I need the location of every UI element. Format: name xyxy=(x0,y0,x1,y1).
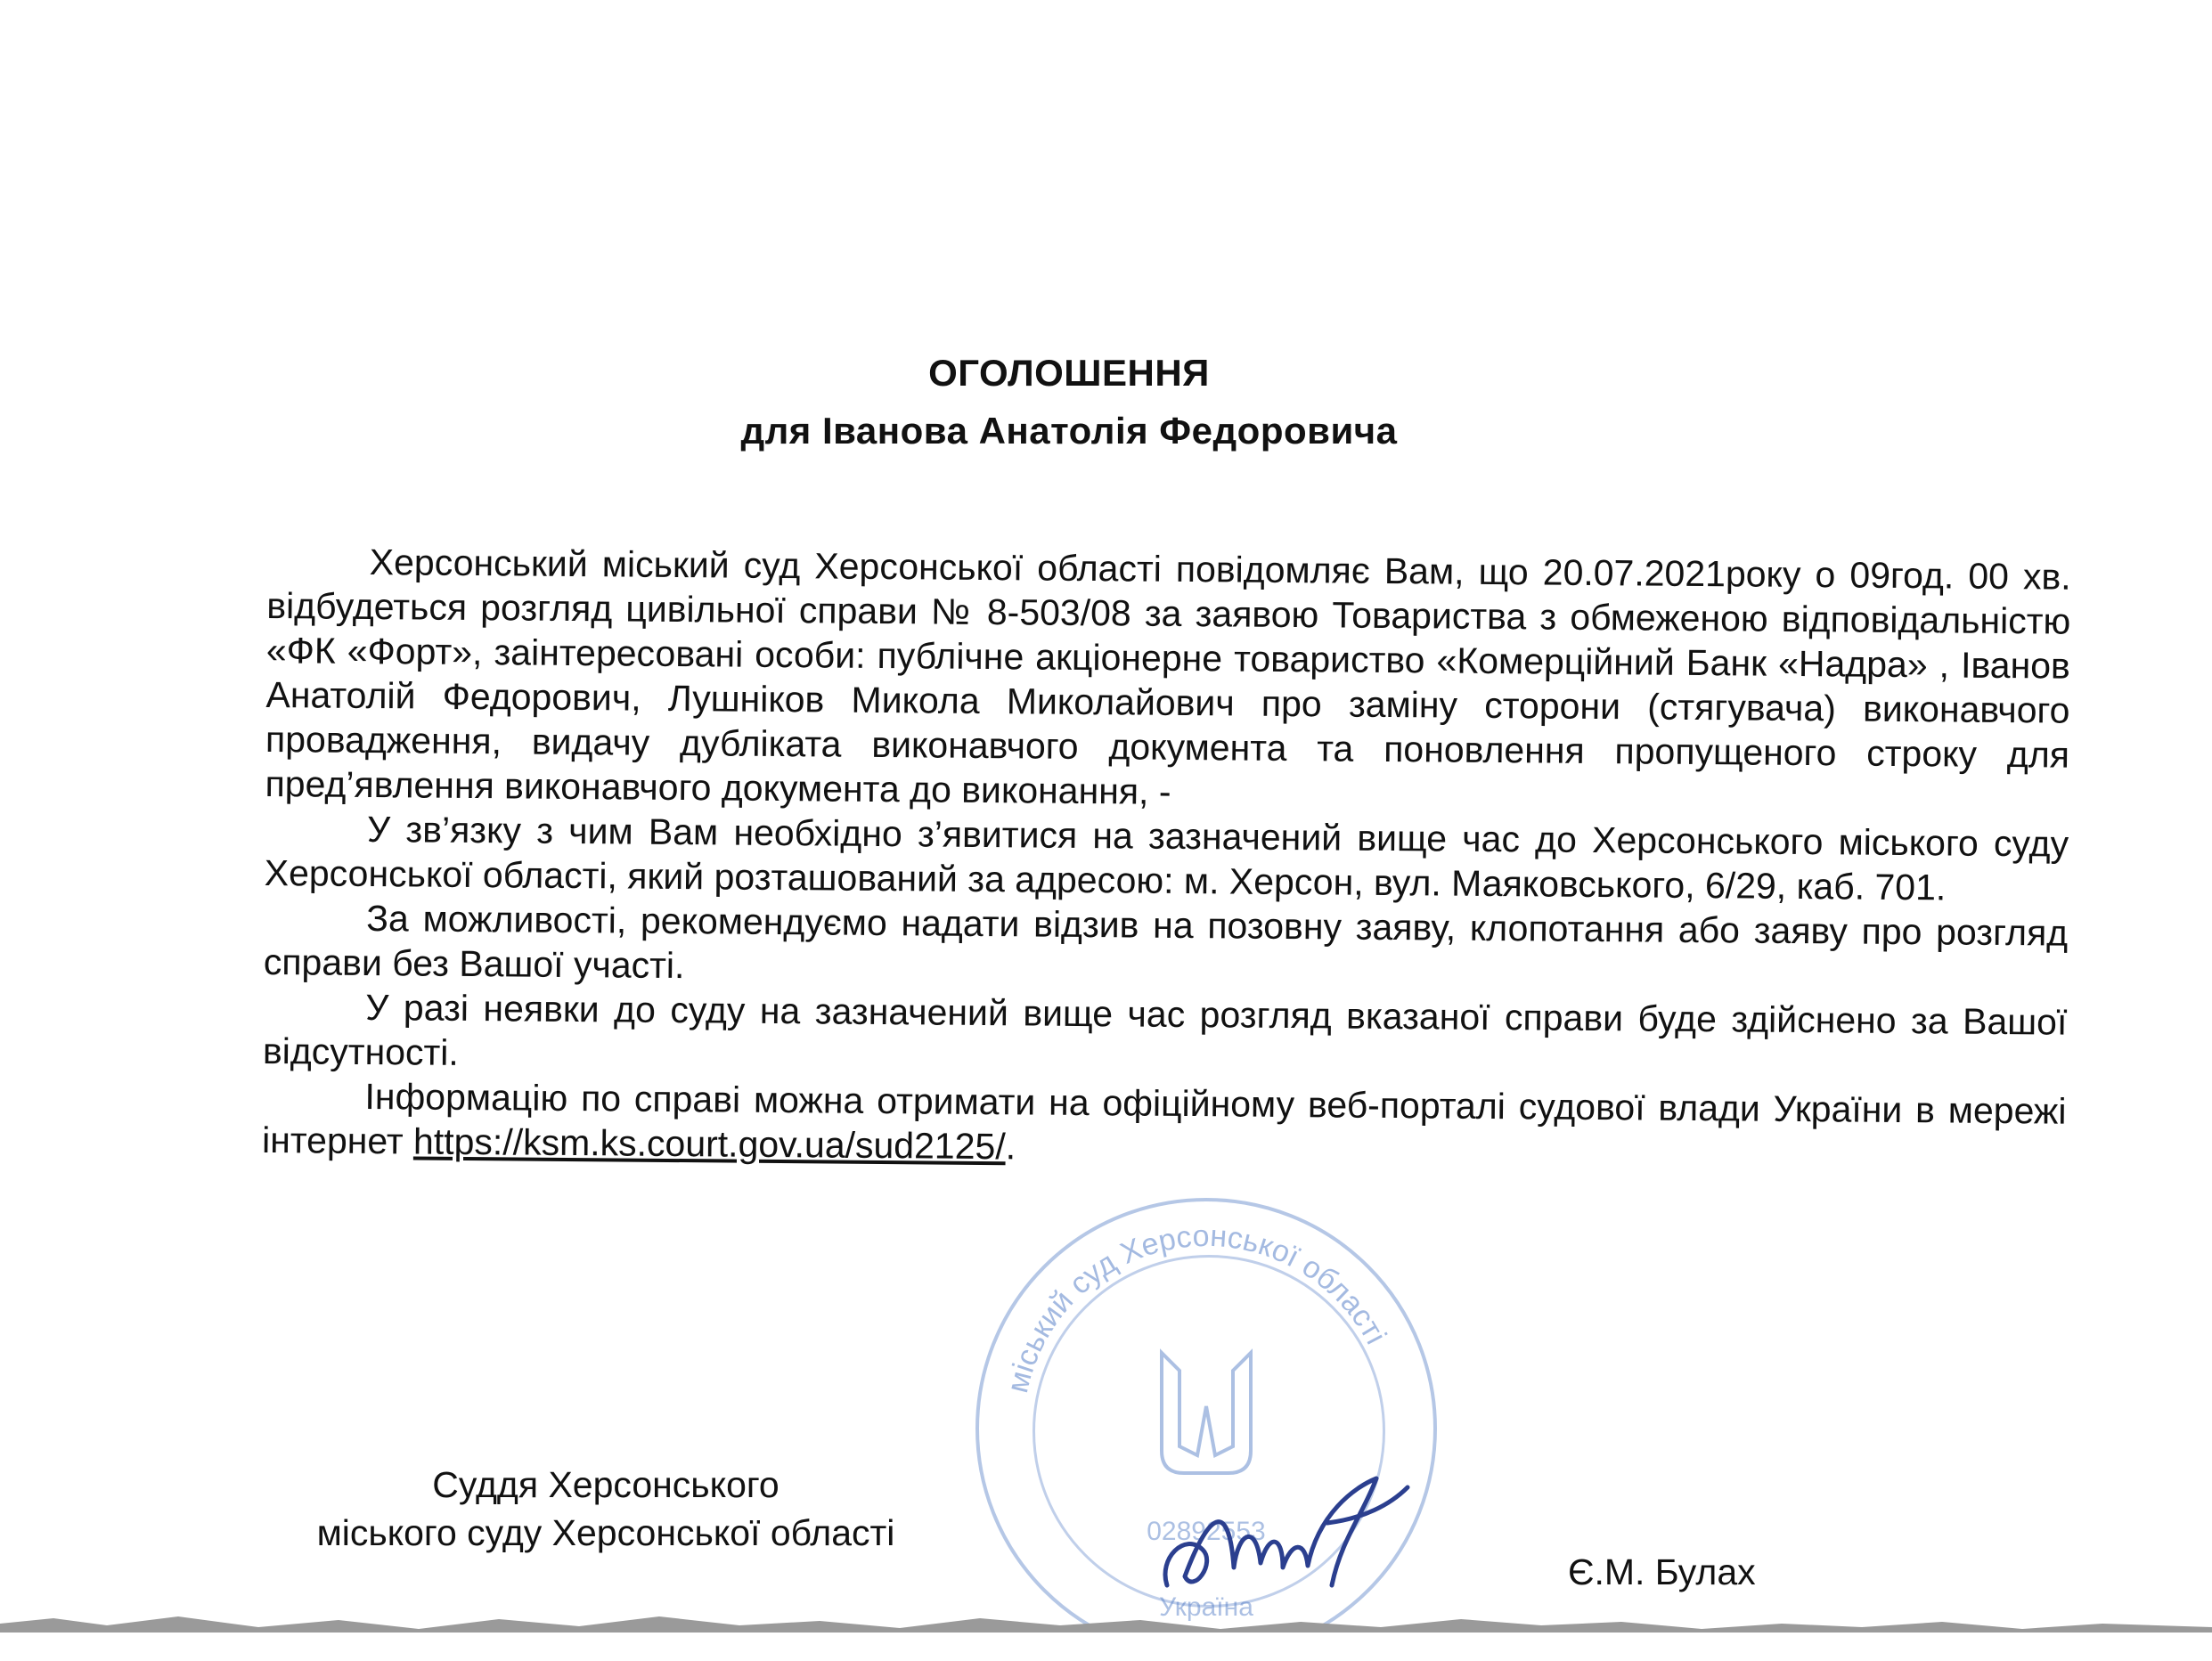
paragraph-absence: У разі неявки до суду на зазначений вище час розгляд вказаної справи буде здійснено за Вашої відсутності. xyxy=(262,986,2068,1073)
paragraph-hearing-notice: Херсонський міський суд Херсонської області повідомляє Вам, що 20.07.2021року о 09год. 00 хв. відбудеться розгляд цивільної справи № 8-503/08 за заявою Товариства з обмеженою відповідальністю «ФК «Форт», заінтересовані особи: публічне акціонерне товариство «Комерційний Банк «Надра» , Іванов Анатолій Федорович, Лушніков Микола Миколайович про заміну сторони (стягувача) виконавчого провадження, видачу дубліката виконавчого документа та поновлення пропущеного строку для пред’явлення виконавчого документа до виконання, - xyxy=(265,541,2071,812)
handwritten-signature-icon xyxy=(1149,1452,1416,1612)
announcement-subtitle: для Іванова Анатолія Федоровича xyxy=(740,410,1398,452)
info-text: Інформацію по справі можна отримати на офіційному веб-порталі судової влади України в мережі інтернет xyxy=(261,1075,2067,1162)
announcement-title: ОГОЛОШЕННЯ xyxy=(928,352,1210,394)
court-portal-link[interactable]: https://ksm.ks.court.gov.ua/sud2125/ xyxy=(412,1120,1006,1168)
judge-position xyxy=(258,1461,953,1557)
stamp-ring-text: міський суд Херсонської області xyxy=(1000,1218,1393,1396)
judge-position-line-1: Суддя Херсонського xyxy=(432,1464,780,1505)
torn-edge-decoration xyxy=(0,1590,2212,1661)
announcement-body xyxy=(262,539,2071,1178)
svg-text:міський суд Херсонської област xyxy=(1000,1219,1392,1396)
info-end: . xyxy=(1005,1126,1016,1168)
judge-name: Є.М. Булах xyxy=(1568,1551,1756,1592)
paragraph-info xyxy=(262,1073,2067,1178)
stamp-code: 02892553 xyxy=(1147,1517,1266,1546)
paragraph-appearance: У зв’язку з чим Вам необхідно з’явитися на зазначений вище час до Херсонського міського суду Херсонської області, який розташований за адресою: м. Херсон, вул. Маяковського, 6/29, каб. 701. xyxy=(264,808,2069,908)
paragraph-recommendation: За можливості, рекомендуємо надати відзив на позовну заяву, клопотання або заяву про розгляд справи без Вашої участі. xyxy=(263,897,2069,987)
stamp-country: Україна xyxy=(1159,1592,1253,1622)
judge-position-line-2: міського суду Херсонської області xyxy=(316,1512,895,1553)
